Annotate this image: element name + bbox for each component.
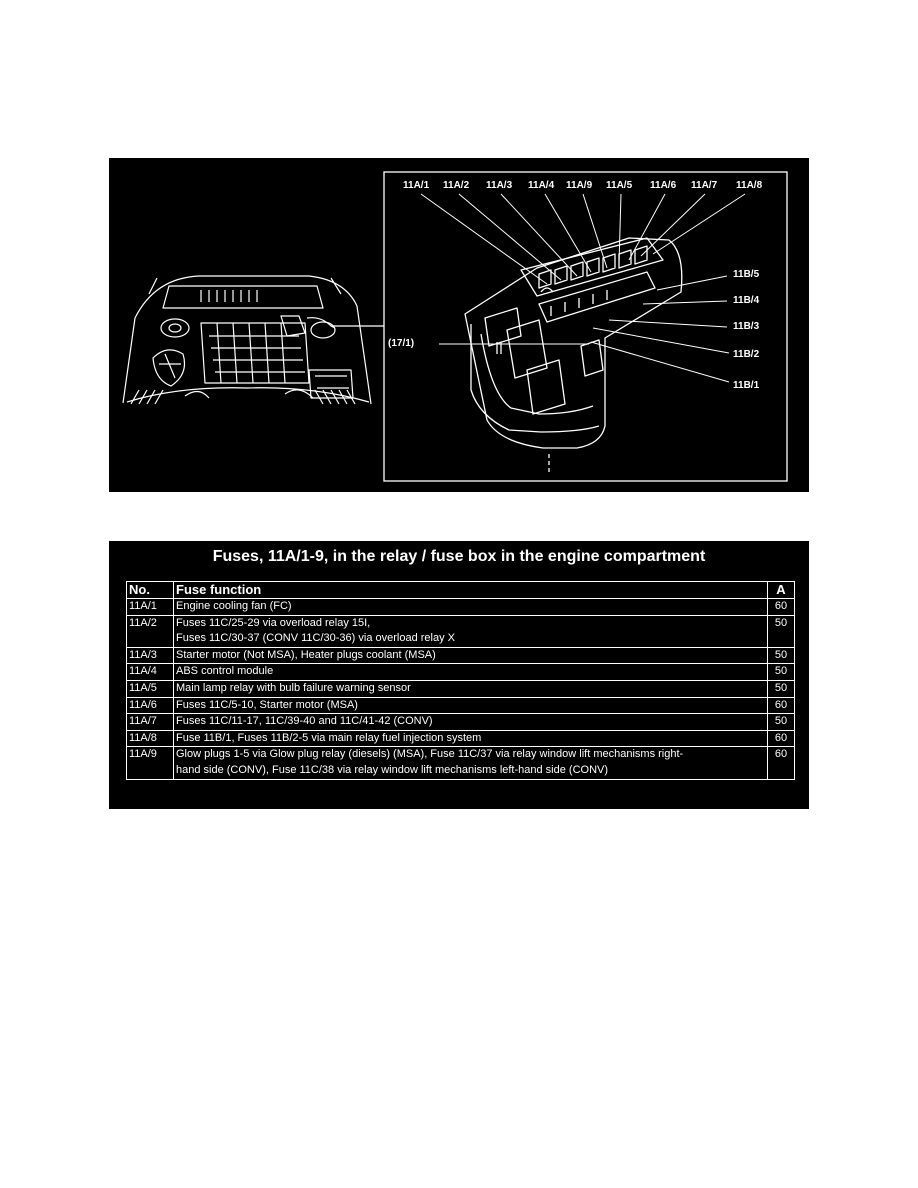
table-row <box>127 647 795 664</box>
fuse-amperage: 50 <box>768 647 795 664</box>
fuse-function <box>174 714 768 731</box>
table-row <box>127 747 795 779</box>
fuse-function-line: Fuses 11C/5-10, Starter motor (MSA) <box>176 698 358 711</box>
header-fuse-function: Fuse function <box>174 582 768 599</box>
fuse-amperage: 60 <box>768 747 795 779</box>
fuse-function-line: Fuses 11C/25-29 via overload relay 15I, <box>176 616 371 629</box>
table-row <box>127 697 795 714</box>
engine-bay-illustration <box>123 276 371 404</box>
table-row <box>127 730 795 747</box>
header-amps: A <box>768 582 795 599</box>
fuse-label-11a9: 11A/9 <box>566 180 593 191</box>
fuse-function-line: Fuse 11B/1, Fuses 11B/2-5 via main relay fuel injection system <box>176 731 482 744</box>
fuse-box-housing <box>465 238 682 474</box>
table-title: Fuses, 11A/1-9, in the relay / fuse box in the engine compartment <box>212 548 706 565</box>
fuse-function-line: hand side (CONV), Fuse 11C/38 via relay window lift mechanisms left-hand side (CONV) <box>176 763 609 776</box>
fuse-amperage: 60 <box>768 730 795 747</box>
fuse-label-11b1: 11B/1 <box>733 380 760 391</box>
fuse-label-11b3: 11B/3 <box>733 321 760 332</box>
fuse-number: 11A/2 <box>127 615 174 647</box>
table-row <box>127 680 795 697</box>
fuse-function <box>174 730 768 747</box>
table-row <box>127 714 795 731</box>
fuse-label-11b2: 11B/2 <box>733 349 760 360</box>
fuse-function-line: Starter motor (Not MSA), Heater plugs coolant (MSA) <box>176 648 436 661</box>
diagram-drawing <box>109 158 809 492</box>
fuse-amperage: 60 <box>768 697 795 714</box>
table-header-row <box>127 582 795 599</box>
fuse-label-11a4: 11A/4 <box>528 180 555 191</box>
fuse-label-11b4: 11B/4 <box>733 295 760 306</box>
fuse-label-11a2: 11A/2 <box>443 180 470 191</box>
fuse-function <box>174 599 768 616</box>
fuse-function-line: Engine cooling fan (FC) <box>176 600 292 612</box>
fuse-label-11a5: 11A/5 <box>606 180 633 191</box>
fuse-number: 11A/7 <box>127 714 174 731</box>
fuse-number: 11A/3 <box>127 647 174 664</box>
fuse-label-11a3: 11A/3 <box>486 180 513 191</box>
fuse-number: 11A/9 <box>127 747 174 779</box>
fuse-function <box>174 664 768 681</box>
table-row <box>127 664 795 681</box>
fuse-box-diagram <box>109 158 809 492</box>
fuse-label-11a6: 11A/6 <box>650 180 677 191</box>
fuse-amperage: 50 <box>768 615 795 647</box>
fuse-function-line: Fuses 11C/11-17, 11C/39-40 and 11C/41-42 (CONV) <box>176 715 433 728</box>
fuse-number: 11A/4 <box>127 664 174 681</box>
fuse-function-line: Fuses 11C/30-37 (CONV 11C/30-36) via overload relay X <box>176 632 455 645</box>
fuse-label-11a1: 11A/1 <box>403 180 430 191</box>
relay-label-17-1: (17/1) <box>388 338 415 349</box>
fuse-amperage: 60 <box>768 599 795 616</box>
fuse-amperage: 50 <box>768 664 795 681</box>
fuse-amperage: 50 <box>768 714 795 731</box>
fuse-function <box>174 747 768 779</box>
fuse-label-11a8: 11A/8 <box>736 180 763 191</box>
fuse-table-panel <box>109 541 809 809</box>
fuse-label-11a7: 11A/7 <box>691 180 718 191</box>
fuse-function <box>174 615 768 647</box>
header-no: No. <box>127 582 174 599</box>
fuse-function-line: ABS control module <box>176 665 274 678</box>
fuse-number: 11A/6 <box>127 697 174 714</box>
fuse-function-line: Glow plugs 1-5 via Glow plug relay (diesels) (MSA), Fuse 11C/37 via relay window lift mechanisms right- <box>176 748 684 761</box>
fuse-table <box>126 581 795 780</box>
fuse-function <box>174 697 768 714</box>
table-row <box>127 615 795 647</box>
fuse-function <box>174 647 768 664</box>
fuse-function-line: Main lamp relay with bulb failure warning sensor <box>176 681 411 694</box>
fuse-label-11b5: 11B/5 <box>733 269 760 280</box>
fuse-amperage: 50 <box>768 680 795 697</box>
fuse-number: 11A/8 <box>127 730 174 747</box>
fuse-function <box>174 680 768 697</box>
callout-lines <box>421 194 745 382</box>
table-row <box>127 599 795 616</box>
fuse-number: 11A/1 <box>127 599 174 616</box>
fuse-table-body <box>127 599 795 780</box>
fuse-number: 11A/5 <box>127 680 174 697</box>
